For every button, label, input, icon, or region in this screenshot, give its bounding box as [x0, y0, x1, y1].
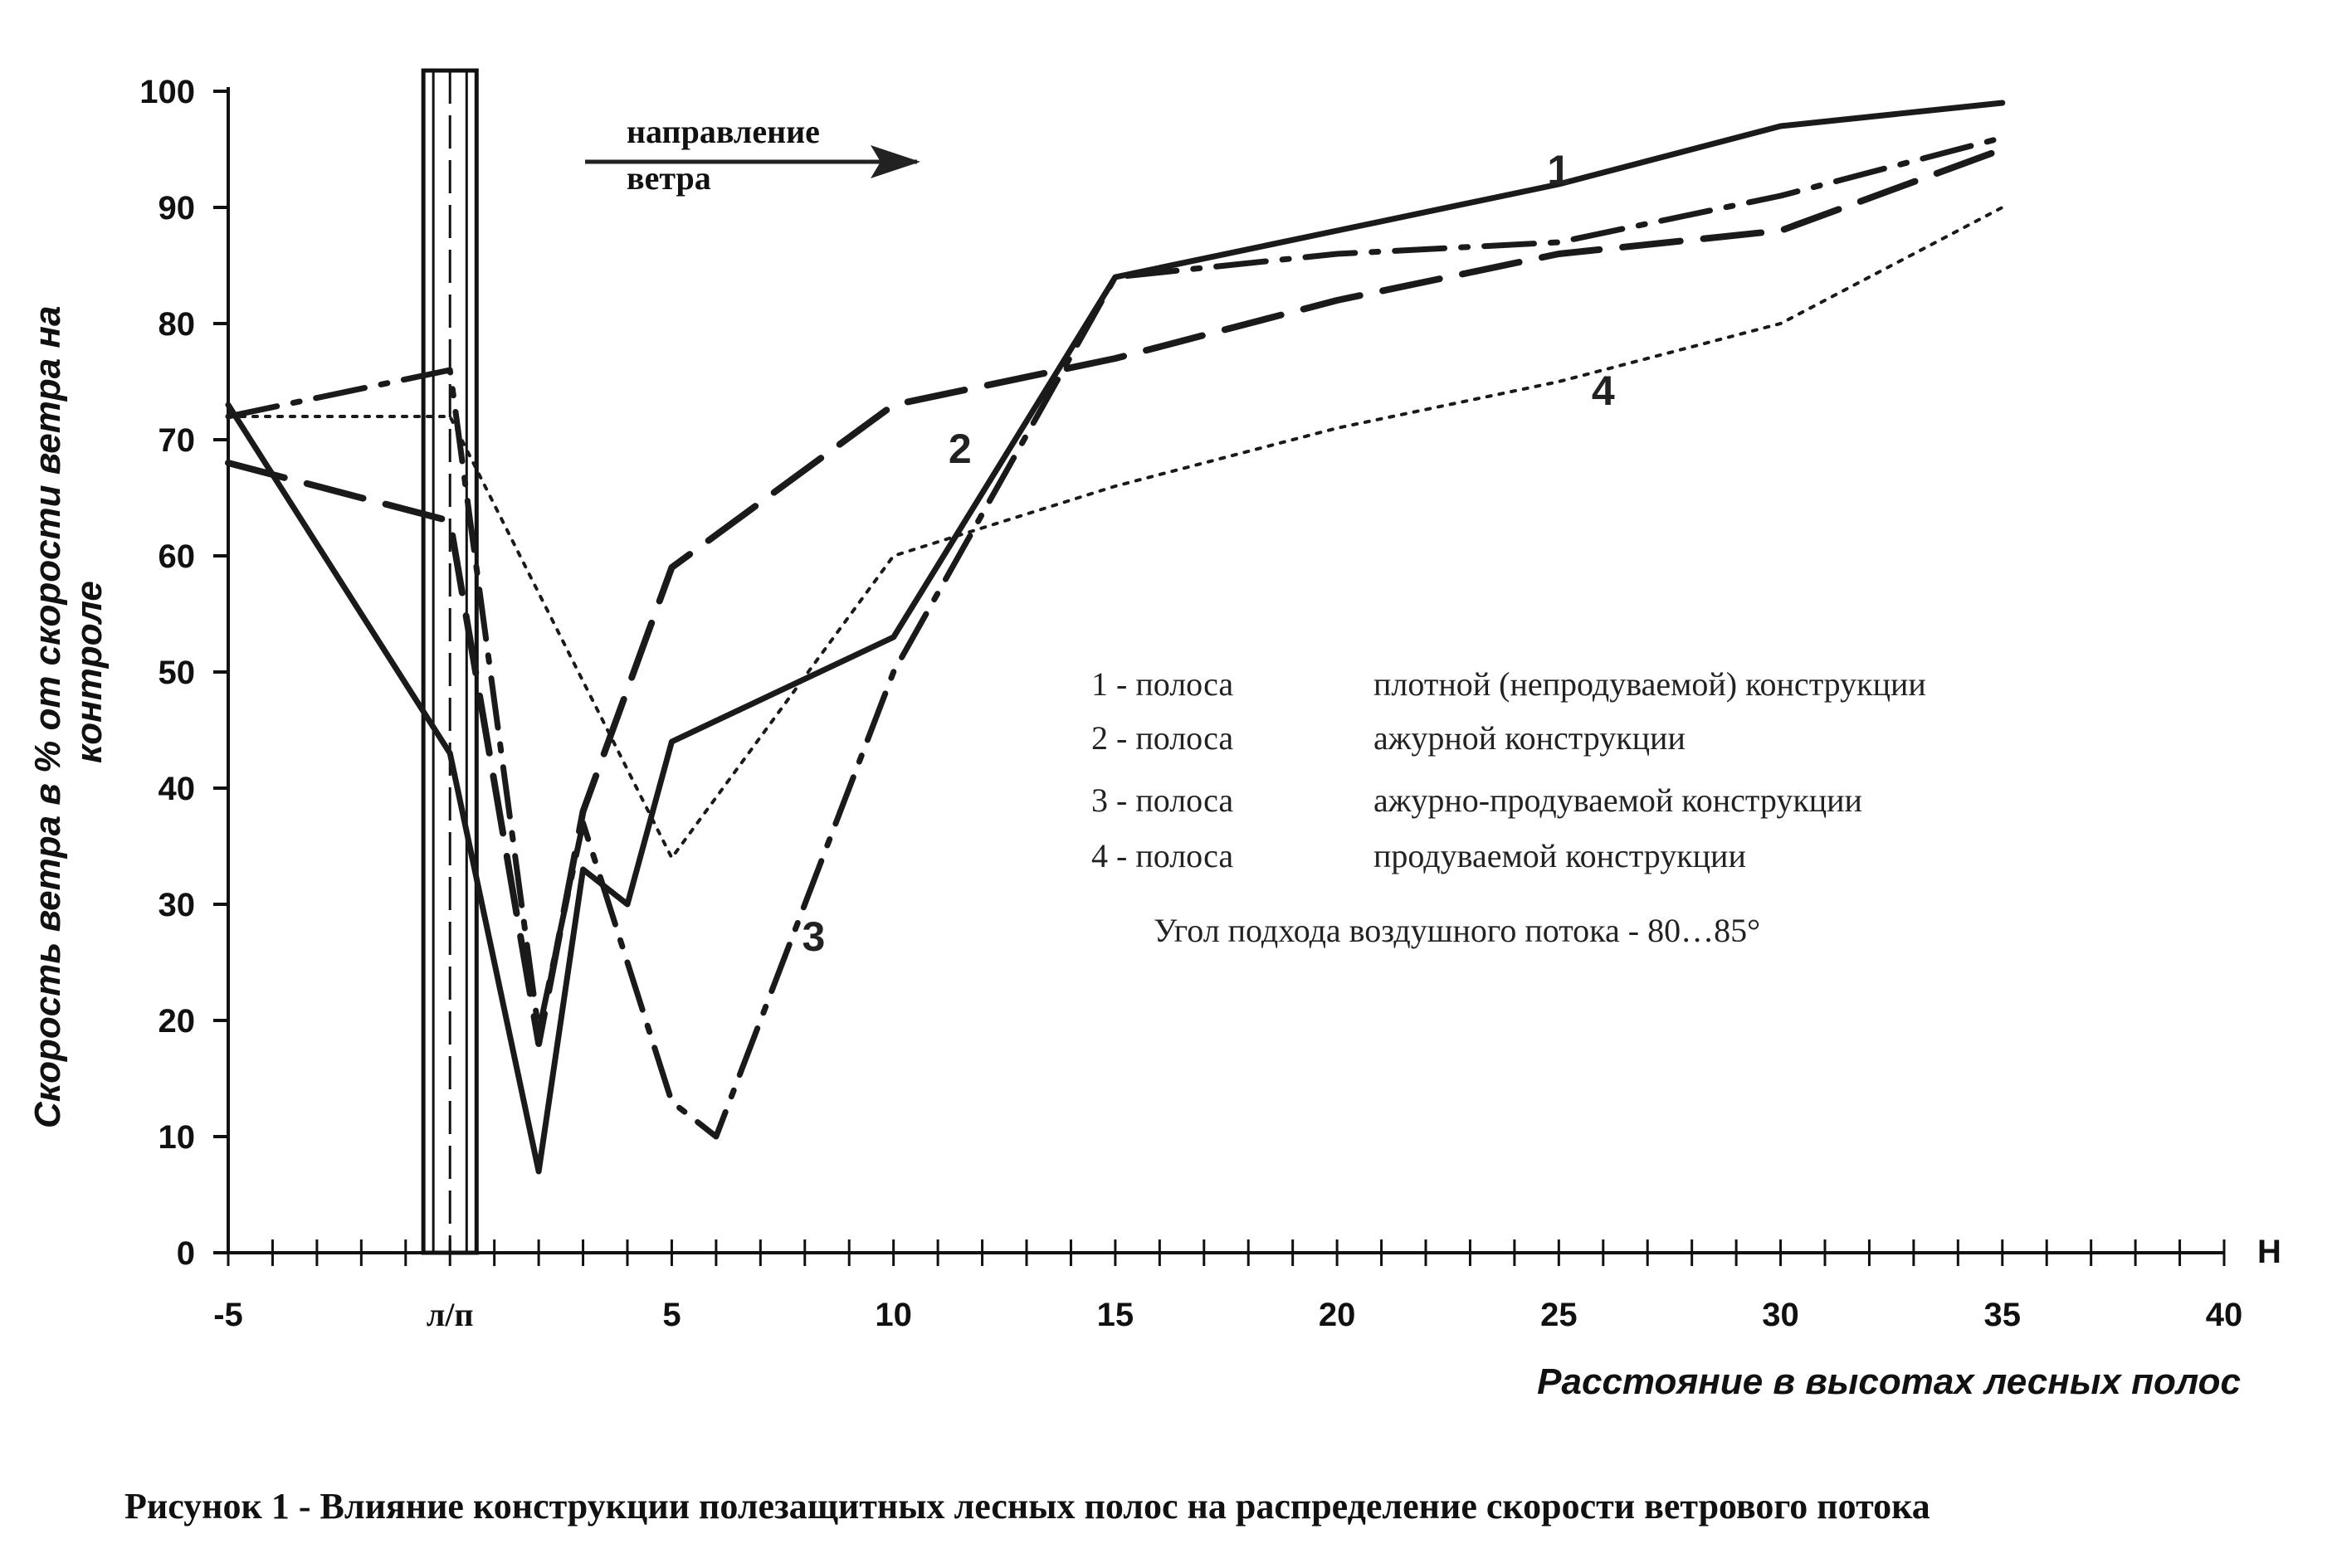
wind-direction-label-2: ветра	[627, 159, 711, 197]
y-tick-label: 80	[158, 306, 195, 343]
x-tick-label: 40	[2205, 1297, 2243, 1333]
y-tick-label: 30	[158, 887, 195, 923]
legend-item-text: плотной (непродуваемой) конструкции	[1373, 665, 1926, 703]
series-label-2: 2	[948, 426, 972, 472]
y-tick-label: 70	[158, 422, 195, 459]
x-tick-label: 25	[1540, 1297, 1578, 1333]
x-tick-label: 20	[1318, 1297, 1356, 1333]
wind-direction-annotation	[585, 113, 917, 197]
y-axis-title-line2: контроле	[69, 581, 110, 763]
x-axis-title: Расстояние в высотах лесных полос	[1537, 1361, 2241, 1402]
series-lines	[228, 103, 2003, 1171]
series-label-3: 3	[802, 913, 826, 960]
y-tick-label: 100	[139, 74, 195, 110]
x-tick-label: л/п	[426, 1296, 474, 1333]
y-tick-label: 40	[158, 771, 195, 807]
angle-note: Угол подхода воздушного потока - 80…85°	[1154, 912, 1761, 949]
y-tick-label: 10	[158, 1119, 195, 1156]
series-label-4: 4	[1591, 368, 1615, 414]
y-tick-label: 20	[158, 1003, 195, 1040]
y-axis-title-line1: Скорость ветра в % от скорости ветра на	[27, 305, 68, 1128]
x-tick-label: 10	[875, 1297, 912, 1333]
legend	[1091, 665, 1926, 874]
x-tick-label: 15	[1096, 1297, 1134, 1333]
legend-item-text: ажурно-продуваемой конструкции	[1373, 782, 1862, 819]
series-line-1	[228, 103, 2003, 1171]
series-line-4	[228, 207, 2003, 858]
figure-caption: Рисунок 1 - Влияние конструкции полезащитных лесных полос на распределение скорости ветрового потока	[124, 1486, 1930, 1527]
series-line-2	[228, 149, 2003, 1044]
y-tick-label: 0	[176, 1235, 195, 1272]
x-tick-label: -5	[213, 1297, 243, 1333]
x-axis-unit-label: H	[2257, 1234, 2281, 1270]
legend-item-number: 3 - полоса	[1091, 782, 1234, 819]
legend-item-text: продуваемой конструкции	[1373, 837, 1746, 874]
y-tick-label: 50	[158, 655, 195, 691]
wind-direction-label-1: направление	[627, 113, 820, 150]
series-label-1: 1	[1547, 147, 1571, 193]
x-tick-label: 30	[1762, 1297, 1799, 1333]
x-tick-label: 5	[662, 1297, 681, 1333]
y-axis-ticks	[139, 74, 228, 1272]
legend-item-text: ажурной конструкции	[1373, 719, 1686, 757]
forest-strip	[423, 71, 476, 1253]
x-tick-label: 35	[1983, 1297, 2022, 1333]
legend-item-number: 2 - полоса	[1091, 719, 1234, 757]
y-tick-label: 90	[158, 190, 195, 226]
legend-item-number: 1 - полоса	[1091, 665, 1234, 703]
legend-item-number: 4 - полоса	[1091, 837, 1234, 874]
series-line-3	[228, 138, 2003, 1137]
y-tick-label: 60	[158, 538, 195, 575]
